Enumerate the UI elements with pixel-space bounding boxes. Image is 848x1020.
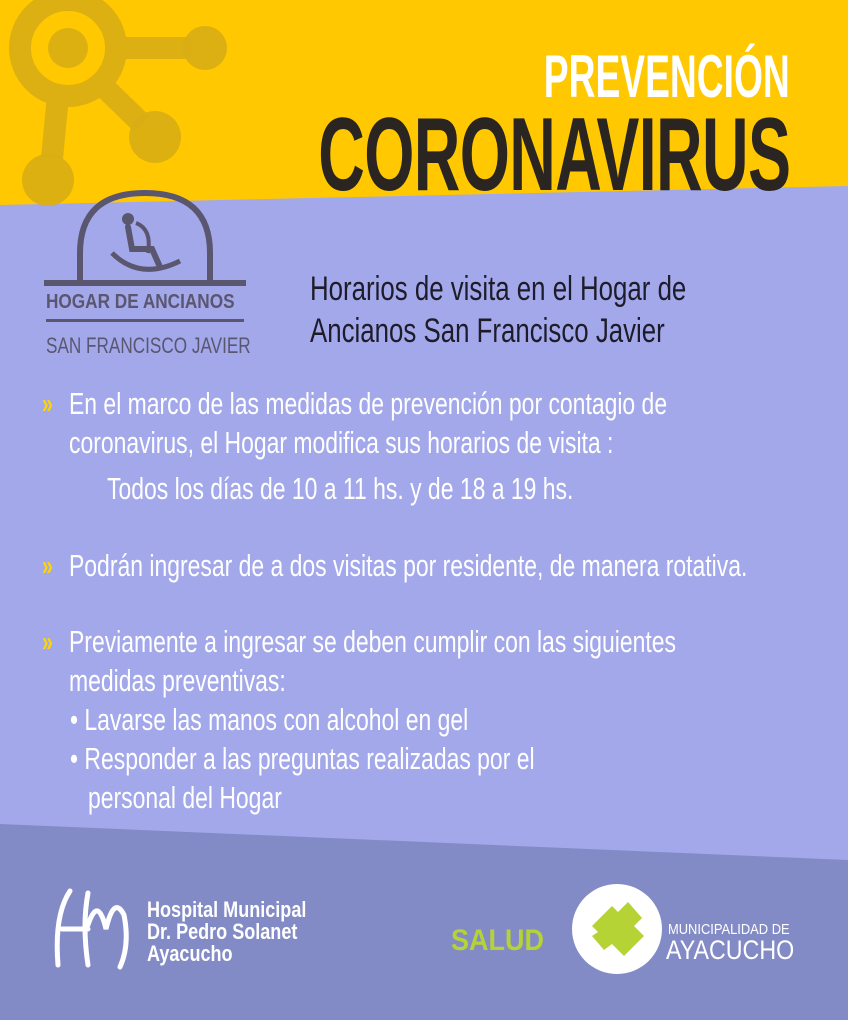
hogar-logo: [40, 183, 250, 358]
bullet-3-line1: Previamente a ingresar se deben cumplir con las siguientes: [69, 624, 676, 659]
municipalidad-line1: MUNICIPALIDAD DE: [668, 921, 790, 938]
municipalidad-logo-icon: [572, 884, 662, 974]
bullet-2-line1: Podrán ingresar de a dos visitas por residente, de manera rotativa.: [69, 548, 748, 583]
page-title: CORONAVIRUS: [317, 97, 790, 213]
subtitle-line2: Ancianos San Francisco Javier: [310, 312, 665, 350]
bullet-mark-icon: »: [42, 626, 53, 657]
visit-schedule: Todos los días de 10 a 11 hs. y de 18 a 19 hs.: [107, 471, 574, 506]
measure-item-2: • Responder a las preguntas realizadas por el: [70, 741, 535, 776]
hogar-divider: [46, 319, 244, 322]
bullet-mark-icon: »: [42, 550, 53, 581]
measure-item-2-cont: personal del Hogar: [88, 780, 282, 815]
subtitle: [310, 268, 686, 352]
hospital-name: [147, 899, 306, 965]
bullet-mark-icon: »: [42, 388, 53, 419]
hospital-line2: Dr. Pedro Solanet: [147, 919, 298, 944]
municipalidad-line2: AYACUCHO: [666, 935, 795, 965]
hogar-name-line2: SAN FRANCISCO JAVIER: [46, 333, 251, 358]
bullet-1-line2: coronavirus, el Hogar modifica sus horarios de visita :: [69, 425, 614, 460]
hogar-arch-icon: [40, 183, 250, 293]
hm-logo-icon: [48, 885, 134, 971]
hospital-line3: Ayacucho: [147, 941, 233, 966]
hogar-name-line1: HOGAR DE ANCIANOS: [46, 291, 235, 313]
bullet-1-line1: En el marco de las medidas de prevención por contagio de: [69, 386, 668, 421]
bullet-3-line2: medidas preventivas:: [69, 663, 286, 698]
hospital-line1: Hospital Municipal: [147, 897, 307, 922]
subtitle-line1: Horarios de visita en el Hogar de: [310, 270, 687, 308]
measure-item-1: • Lavarse las manos con alcohol en gel: [70, 702, 469, 737]
header-kicker: PREVENCIÓN: [544, 43, 790, 110]
salud-label: SALUD: [451, 924, 545, 957]
